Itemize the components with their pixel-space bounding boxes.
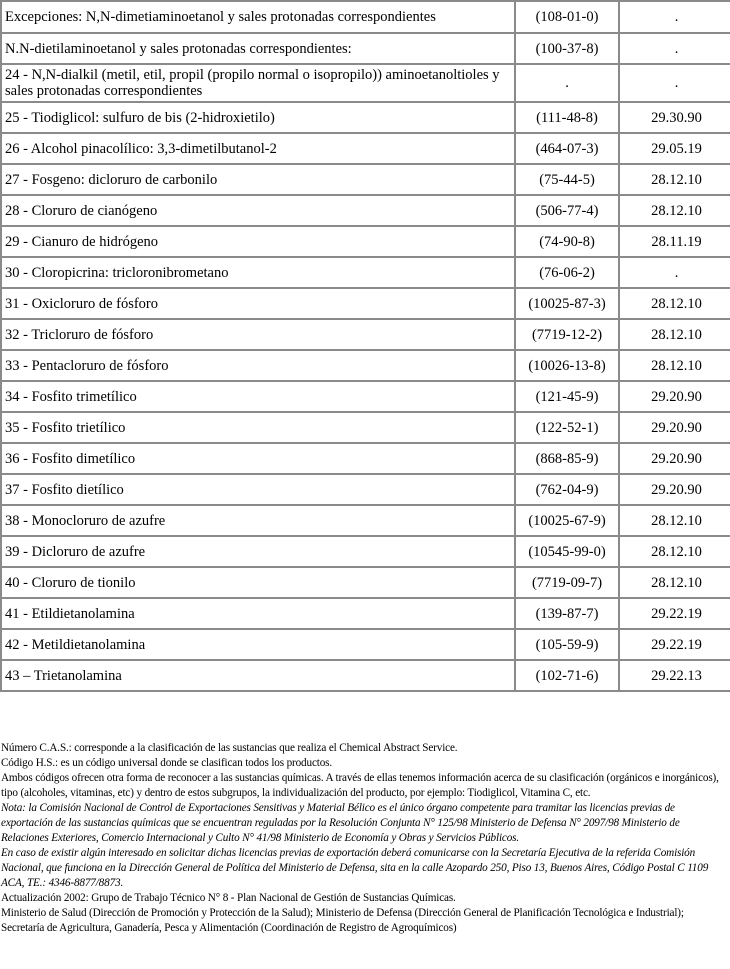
hs-code-cell: 29.22.19 <box>619 598 730 629</box>
substances-table-body <box>1 1 730 691</box>
substance-name-cell: 35 - Fosfito trietílico <box>1 412 515 443</box>
cas-number-cell: (102-71-6) <box>515 660 619 691</box>
update-note: Actualización 2002: Grupo de Trabajo Técnico N° 8 - Plan Nacional de Gestión de Sustancias Químicas. <box>1 892 456 904</box>
substance-name-cell: 42 - Metildietanolamina <box>1 629 515 660</box>
hs-code-cell: 29.20.90 <box>619 381 730 412</box>
table-row <box>1 226 730 257</box>
hs-note: Código H.S.: es un código universal donde se clasifican todos los productos. <box>1 757 333 769</box>
hs-code-cell: 28.12.10 <box>619 164 730 195</box>
table-row <box>1 350 730 381</box>
hs-code-cell: 29.22.13 <box>619 660 730 691</box>
substance-name-cell: 43 – Trietanolamina <box>1 660 515 691</box>
table-row <box>1 257 730 288</box>
substance-name-cell: 27 - Fosgeno: dicloruro de carbonilo <box>1 164 515 195</box>
cas-number-cell: (100-37-8) <box>515 33 619 64</box>
table-row <box>1 598 730 629</box>
footnotes <box>1 741 728 936</box>
hs-code-cell: . <box>619 1 730 33</box>
substance-name-cell: 30 - Cloropicrina: tricloronibrometano <box>1 257 515 288</box>
cas-number-cell: (10025-67-9) <box>515 505 619 536</box>
table-row <box>1 102 730 133</box>
commission-note: Nota: la Comisión Nacional de Control de Exportaciones Sensitivas y Material Bélico es el único órgano competente para tramitar las licencias previas de exportación de las sustancias químicas que se encuentran reguladas por la Resolución Conjunta N° 125/98 Ministerio de Defensa N° 2097/98 Ministerio de Relaciones Exteriores, Comercio Internacional y Culto N° 41/98 Ministerio de Economía y Obras y Servicios Públicos. <box>1 802 680 844</box>
cas-number-cell: (7719-09-7) <box>515 567 619 598</box>
table-row <box>1 1 730 33</box>
substance-name-cell: 36 - Fosfito dimetílico <box>1 443 515 474</box>
cas-number-cell: (108-01-0) <box>515 1 619 33</box>
hs-code-cell: . <box>619 33 730 64</box>
cas-number-cell: (105-59-9) <box>515 629 619 660</box>
substance-name-cell: 39 - Dicloruro de azufre <box>1 536 515 567</box>
cas-number-cell: (121-45-9) <box>515 381 619 412</box>
substance-name-cell: 34 - Fosfito trimetílico <box>1 381 515 412</box>
cas-number-cell: (762-04-9) <box>515 474 619 505</box>
cas-note: Número C.A.S.: corresponde a la clasificación de las sustancias que realiza el Chemical Abstract Service. <box>1 742 458 754</box>
hs-code-cell: 29.05.19 <box>619 133 730 164</box>
substance-name-cell: N.N-dietilaminoetanol y sales protonadas correspondientes: <box>1 33 515 64</box>
table-row <box>1 505 730 536</box>
table-row <box>1 164 730 195</box>
substance-name-cell: 28 - Cloruro de cianógeno <box>1 195 515 226</box>
hs-code-cell: . <box>619 64 730 102</box>
substance-name-cell: 37 - Fosfito dietílico <box>1 474 515 505</box>
table-row <box>1 536 730 567</box>
cas-number-cell: (464-07-3) <box>515 133 619 164</box>
hs-code-cell: 28.12.10 <box>619 505 730 536</box>
substance-name-cell: 26 - Alcohol pinacolílico: 3,3-dimetilbutanol-2 <box>1 133 515 164</box>
cas-number-cell: (10545-99-0) <box>515 536 619 567</box>
hs-code-cell: 29.22.19 <box>619 629 730 660</box>
ministries-note: Ministerio de Salud (Dirección de Promoción y Protección de la Salud); Ministerio de Defensa (Dirección General de Planificación Tecnológica e Industrial); Secretaría de Agricultura, Ganadería, Pesca y Alimentación (Coordinación de Registro de Agroquímicos) <box>1 907 684 934</box>
substance-name-cell: 25 - Tiodiglicol: sulfuro de bis (2-hidroxietilo) <box>1 102 515 133</box>
substance-name-cell: 33 - Pentacloruro de fósforo <box>1 350 515 381</box>
substance-name-cell: 29 - Cianuro de hidrógeno <box>1 226 515 257</box>
cas-number-cell: (868-85-9) <box>515 443 619 474</box>
both-codes-note: Ambos códigos ofrecen otra forma de reconocer a las sustancias químicas. A través de ellas tenemos información acerca de su clasificación (orgánicos e inorgánicos), tipo (alcoholes, vitaminas, etc) y dentro de estos subgrupos, la individualización del producto, por ejemplo: Tiodiglicol, Vitamina C, etc. <box>1 772 719 799</box>
hs-code-cell: 29.20.90 <box>619 412 730 443</box>
table-row <box>1 288 730 319</box>
hs-code-cell: 28.12.10 <box>619 288 730 319</box>
table-row <box>1 133 730 164</box>
hs-code-cell: . <box>619 257 730 288</box>
hs-code-cell: 28.12.10 <box>619 567 730 598</box>
substance-name-cell: 32 - Tricloruro de fósforo <box>1 319 515 350</box>
table-row <box>1 381 730 412</box>
cas-number-cell: (7719-12-2) <box>515 319 619 350</box>
table-row <box>1 64 730 102</box>
substance-name-cell: 24 - N,N-dialkil (metil, etil, propil (propilo normal o isopropilo)) aminoetanoltioles y sales protonadas correspondientes <box>1 64 515 102</box>
substance-name-cell: 41 - Etildietanolamina <box>1 598 515 629</box>
table-row <box>1 195 730 226</box>
cas-number-cell: . <box>515 64 619 102</box>
cas-number-cell: (75-44-5) <box>515 164 619 195</box>
cas-number-cell: (506-77-4) <box>515 195 619 226</box>
substance-name-cell: 31 - Oxicloruro de fósforo <box>1 288 515 319</box>
hs-code-cell: 28.12.10 <box>619 350 730 381</box>
table-row <box>1 412 730 443</box>
hs-code-cell: 28.12.10 <box>619 195 730 226</box>
substance-name-cell: 38 - Monocloruro de azufre <box>1 505 515 536</box>
cas-number-cell: (111-48-8) <box>515 102 619 133</box>
contact-note: En caso de existir algún interesado en solicitar dichas licencias previas de exportación deberá comunicarse con la Secretaría Ejecutiva de la referida Comisión Nacional, que funciona en la Dirección General de Política del Ministerio de Defensa, sita en la calle Azopardo 250, Piso 13, Buenos Aires, Código Postal C 1109 ACA, TE.: 4346-8877/8873. <box>1 847 709 889</box>
substance-name-cell: Excepciones: N,N-dimetiaminoetanol y sales protonadas correspondientes <box>1 1 515 33</box>
substance-name-cell: 40 - Cloruro de tionilo <box>1 567 515 598</box>
table-row <box>1 33 730 64</box>
table-row <box>1 629 730 660</box>
hs-code-cell: 29.20.90 <box>619 474 730 505</box>
hs-code-cell: 29.30.90 <box>619 102 730 133</box>
cas-number-cell: (10026-13-8) <box>515 350 619 381</box>
table-row <box>1 660 730 691</box>
hs-code-cell: 28.12.10 <box>619 536 730 567</box>
cas-number-cell: (76-06-2) <box>515 257 619 288</box>
hs-code-cell: 29.20.90 <box>619 443 730 474</box>
cas-number-cell: (139-87-7) <box>515 598 619 629</box>
table-row <box>1 474 730 505</box>
cas-number-cell: (122-52-1) <box>515 412 619 443</box>
table-row <box>1 567 730 598</box>
table-row <box>1 443 730 474</box>
cas-number-cell: (10025-87-3) <box>515 288 619 319</box>
hs-code-cell: 28.11.19 <box>619 226 730 257</box>
hs-code-cell: 28.12.10 <box>619 319 730 350</box>
table-row <box>1 319 730 350</box>
cas-number-cell: (74-90-8) <box>515 226 619 257</box>
